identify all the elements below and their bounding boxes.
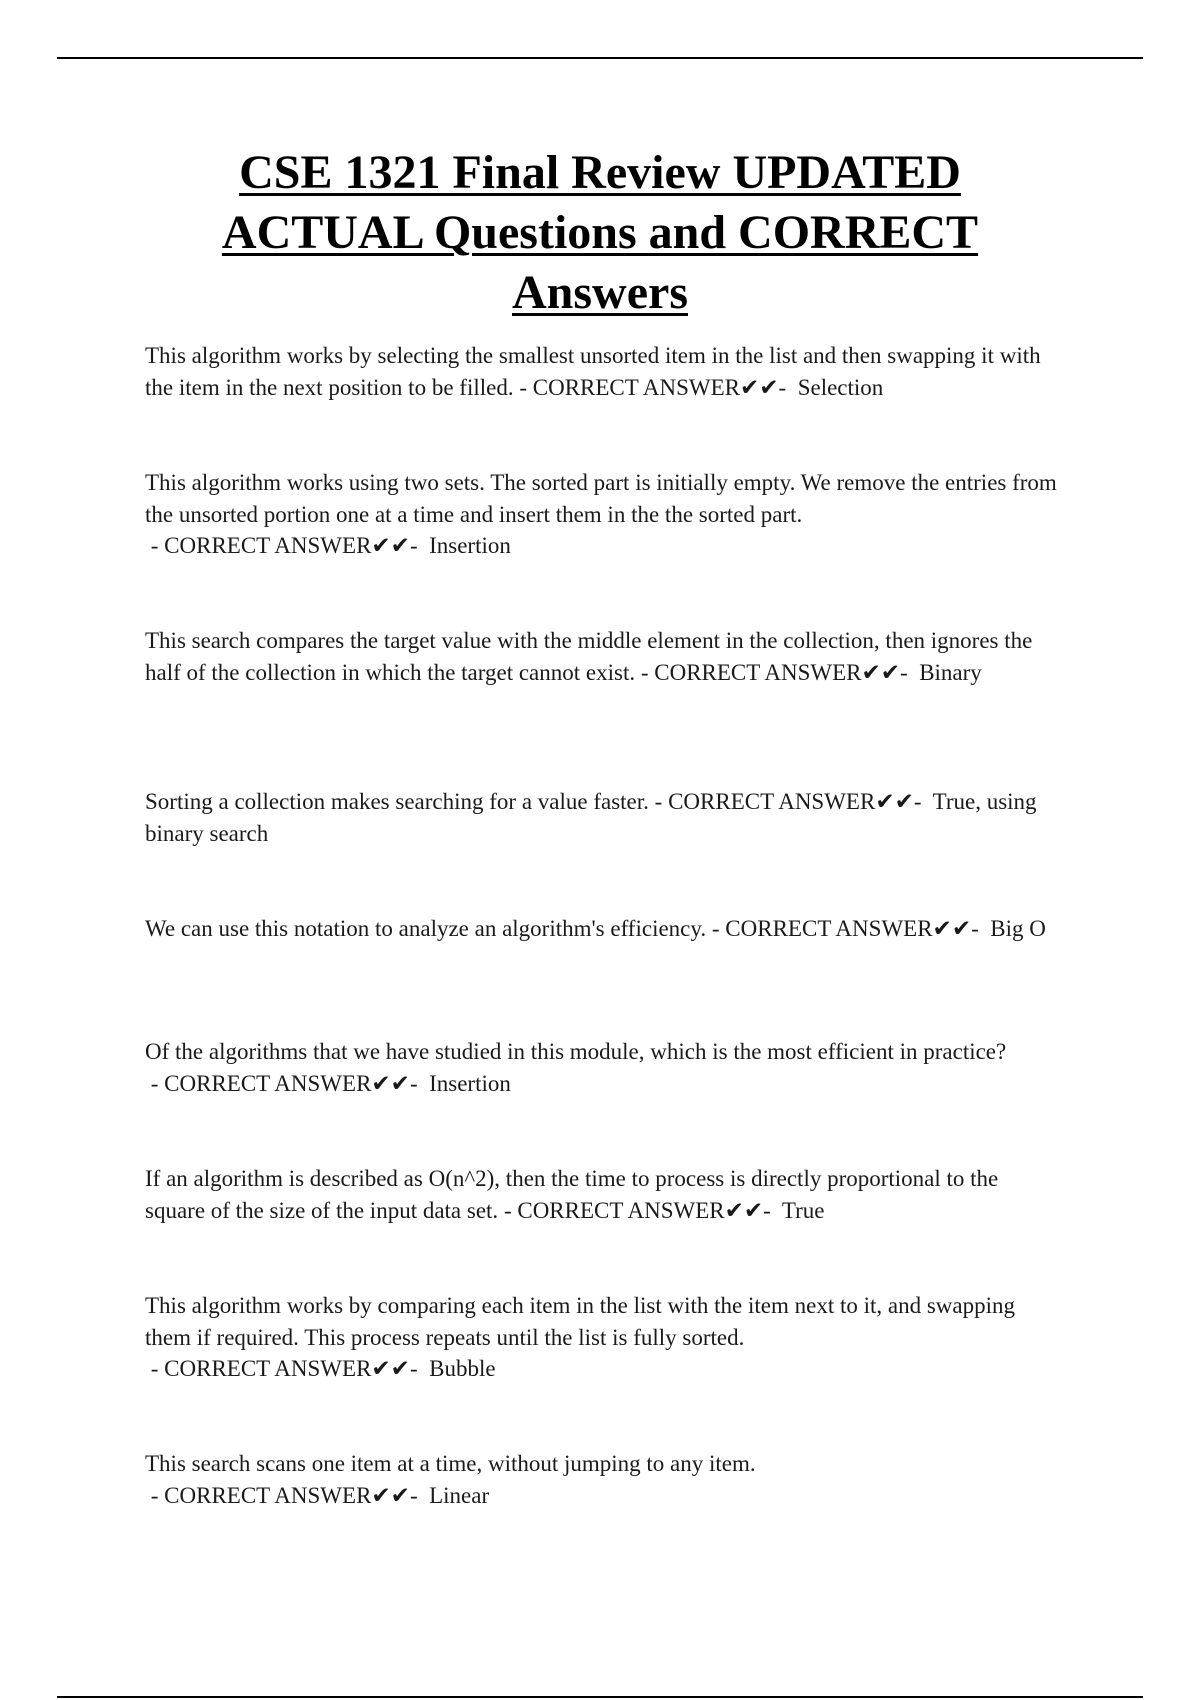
qa-item-3 <box>145 625 1063 688</box>
answer-marker: - CORRECT ANSWER✔✔- <box>498 1197 782 1223</box>
question-text: We can use this notation to analyze an algorithm's efficiency. <box>145 916 707 941</box>
document-title <box>120 143 1080 323</box>
question-text: Of the algorithms that we have studied in this module, which is the most efficient in practice? <box>145 1039 1007 1064</box>
answer-marker: - CORRECT ANSWER✔✔- <box>706 916 991 941</box>
question-text: Sorting a collection makes searching for a value faster. <box>145 789 649 814</box>
question-text: This algorithm works by comparing each item in the list with the item next to it, and swapping them if required. This process repeats until the list is fully sorted. <box>145 1293 1016 1350</box>
question-text: This search compares the target value with the middle element in the collection, then ignores the half of the collection in which the target cannot exist. <box>145 628 1033 685</box>
answer-text: Bubble <box>429 1356 496 1381</box>
answer-text: Selection <box>797 374 884 400</box>
top-rule <box>57 57 1143 59</box>
answer-marker: - CORRECT ANSWER✔✔- <box>145 1482 430 1508</box>
answer-text: Insertion <box>429 1070 511 1096</box>
question-text: This search scans one item at a time, without jumping to any item. <box>145 1451 756 1476</box>
answer-text: Insertion <box>429 533 511 558</box>
qa-item-7 <box>145 1163 1063 1226</box>
question-text: This algorithm works by selecting the smallest unsorted item in the list and then swapping it with the item in the next position to be filled. <box>145 343 1041 400</box>
qa-item-6 <box>145 1036 1063 1099</box>
answer-marker: - CORRECT ANSWER✔✔- <box>145 533 430 558</box>
answer-text: Binary <box>919 659 982 685</box>
qa-item-1 <box>145 340 1063 403</box>
answer-text: Linear <box>429 1482 490 1508</box>
title-line-3: Answers <box>512 266 688 319</box>
answer-text: True, using binary search <box>145 789 1037 846</box>
bottom-rule <box>57 1696 1143 1698</box>
answer-marker: - CORRECT ANSWER✔✔- <box>648 789 933 814</box>
answer-text: Big O <box>990 916 1046 941</box>
qa-item-9 <box>145 1448 1063 1511</box>
question-text: This algorithm works using two sets. The sorted part is initially empty. We remove the entries from the unsorted portion one at a time and insert them in the the sorted part. <box>145 470 1057 527</box>
answer-marker: - CORRECT ANSWER✔✔- <box>145 1356 430 1381</box>
title-line-1: CSE 1321 Final Review UPDATED <box>239 146 961 199</box>
question-text: If an algorithm is described as O(n^2), then the time to process is directly proportional to the square of the size of the input data set. <box>145 1166 999 1223</box>
answer-text: True <box>781 1197 825 1223</box>
answer-marker: - CORRECT ANSWER✔✔- <box>513 374 798 400</box>
title-line-2: ACTUAL Questions and CORRECT <box>221 206 979 259</box>
qa-item-5 <box>145 913 1063 945</box>
qa-item-4 <box>145 786 1063 849</box>
answer-marker: - CORRECT ANSWER✔✔- <box>635 659 920 685</box>
qa-item-8 <box>145 1290 1063 1385</box>
answer-marker: - CORRECT ANSWER✔✔- <box>145 1070 430 1096</box>
qa-item-2 <box>145 467 1063 562</box>
